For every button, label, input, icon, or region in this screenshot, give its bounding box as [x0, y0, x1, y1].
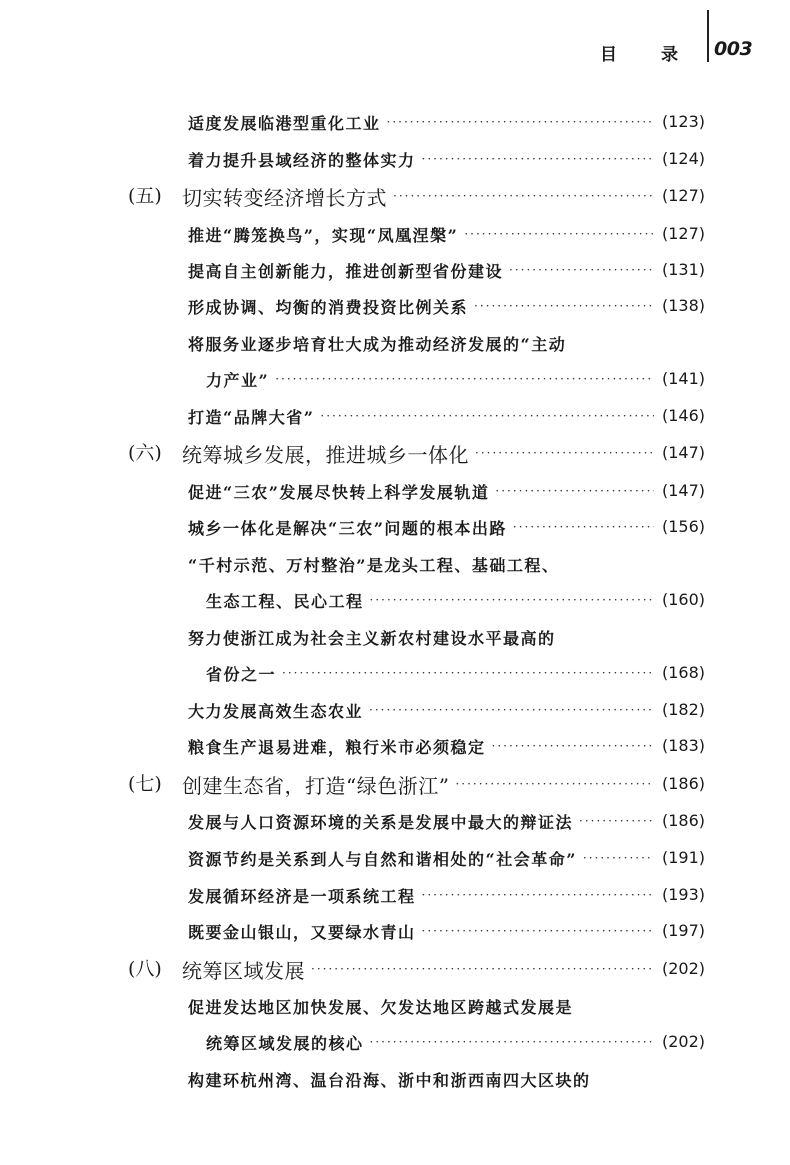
page-reference: (191) [662, 848, 706, 867]
entry-title: 生态工程、民心工程 [206, 591, 364, 611]
entry-title: 既要金山银山，又要绿水青山 [188, 922, 416, 942]
entry-title: 发展与人口资源环境的关系是发展中最大的辩证法 [188, 812, 574, 832]
page-reference: (123) [662, 112, 706, 131]
page-reference: (168) [662, 663, 706, 682]
page-reference: (186) [662, 774, 706, 793]
toc-row-content [188, 512, 658, 542]
header-divider [707, 10, 709, 62]
toc-entry-row [0, 401, 790, 431]
section-title: 统筹区域发展 [182, 958, 305, 983]
dot-leader [475, 447, 654, 459]
toc-row-content [188, 843, 658, 873]
toc-row-content [188, 549, 640, 579]
toc-row-content [188, 255, 658, 285]
page-reference: (147) [662, 481, 706, 500]
section-number: (六) [128, 442, 162, 464]
toc-entry-row [0, 806, 790, 836]
page-reference: (197) [662, 921, 706, 940]
toc-row-content [206, 658, 658, 688]
dot-leader [495, 485, 654, 497]
toc-entry-row [0, 695, 790, 725]
page-reference: (127) [662, 186, 706, 205]
dot-leader [509, 264, 654, 276]
entry-title: 发展循环经济是一项系统工程 [188, 886, 416, 906]
toc-entry-row [0, 991, 790, 1021]
toc-row-content [188, 291, 658, 321]
toc-entry-row [0, 658, 790, 688]
dot-leader [370, 594, 654, 606]
page-reference: (147) [662, 443, 706, 462]
toc-row-content [188, 731, 658, 761]
page-reference: (138) [662, 296, 706, 315]
toc-row-content [188, 916, 658, 946]
section-number: (五) [128, 185, 162, 207]
toc-entry-row [0, 328, 790, 358]
page-reference: (202) [662, 1032, 706, 1051]
running-head-title [600, 40, 678, 65]
page-reference: (202) [662, 959, 706, 978]
dot-leader [311, 963, 654, 975]
entry-title: 统筹区域发展的核心 [206, 1033, 364, 1053]
entry-title: 省份之一 [206, 664, 277, 684]
entry-title: 粮食生产退易进难，粮行米市必须稳定 [188, 737, 486, 757]
toc-entry-row [0, 880, 790, 910]
toc-section-row [0, 438, 790, 468]
dot-leader [455, 778, 654, 790]
toc-row-content [188, 991, 640, 1021]
toc-row-content [182, 954, 658, 984]
toc-row-content [182, 181, 658, 211]
page-reference: (183) [662, 736, 706, 755]
toc-entry-row [0, 219, 790, 249]
dot-leader [492, 740, 654, 752]
entry-title: “千村示范、万村整治”是龙头工程、基础工程、 [188, 555, 560, 575]
toc-row-content [188, 328, 640, 358]
toc-entry-row [0, 255, 790, 285]
toc-entry-row [0, 512, 790, 542]
toc-row-content [188, 695, 658, 725]
toc-row-content [182, 769, 658, 799]
toc-entry-row [0, 1027, 790, 1057]
page-reference: (131) [662, 260, 706, 279]
toc-entry-row [0, 585, 790, 615]
toc-entry-row [0, 144, 790, 174]
entry-title: 推进“腾笼换鸟”，实现“凤凰涅槃” [188, 225, 459, 245]
dot-leader [464, 228, 654, 240]
dot-leader [275, 373, 654, 385]
dot-leader [282, 667, 654, 679]
toc-row-content [206, 364, 658, 394]
toc-section-row [0, 181, 790, 211]
entry-title: 提高自主创新能力，推进创新型省份建设 [188, 261, 504, 281]
dot-leader [422, 925, 654, 937]
toc-row-content [188, 622, 640, 652]
toc-row-content [188, 107, 658, 137]
dot-leader [579, 815, 654, 827]
dot-leader [422, 153, 654, 165]
entry-title: 将服务业逐步培育壮大成为推动经济发展的“主动 [188, 334, 567, 354]
entry-title: 打造“品牌大省” [188, 407, 315, 427]
entry-title: 促进“三农”发展尽快转上科学发展轨道 [188, 482, 490, 502]
toc-entry-row [0, 1064, 790, 1094]
page-reference: (160) [662, 590, 706, 609]
toc-row-content [188, 476, 658, 506]
dot-leader [320, 410, 654, 422]
toc-section-row [0, 954, 790, 984]
toc-row-content [206, 585, 658, 615]
toc-row-content [188, 806, 658, 836]
entry-title: 构建环杭州湾、温台沿海、浙中和浙西南四大区块的 [188, 1070, 591, 1090]
toc-entry-row [0, 291, 790, 321]
dot-leader [387, 116, 654, 128]
entry-title: 力产业” [206, 370, 270, 390]
entry-title: 资源节约是关系到人与自然和谐相处的“社会革命” [188, 849, 577, 869]
toc-row-content [206, 1027, 658, 1057]
section-title: 创建生态省，打造“绿色浙江” [182, 773, 450, 798]
page-reference: (182) [662, 700, 706, 719]
toc-entry-row [0, 843, 790, 873]
section-title: 统筹城乡发展，推进城乡一体化 [182, 442, 469, 467]
running-head-title-left: 目 [600, 45, 617, 65]
toc-row-content [188, 401, 658, 431]
entry-title: 着力提升县域经济的整体实力 [188, 150, 416, 170]
toc-entry-row [0, 107, 790, 137]
entry-title: 大力发展高效生态农业 [188, 701, 364, 721]
page-reference: (141) [662, 369, 706, 388]
toc-entry-row [0, 549, 790, 579]
entry-title: 城乡一体化是解决“三农”问题的根本出路 [188, 518, 507, 538]
section-number: (八) [128, 958, 162, 980]
toc-row-content [188, 144, 658, 174]
dot-leader [513, 521, 654, 533]
toc-section-row [0, 769, 790, 799]
page-reference: (193) [662, 885, 706, 904]
toc-entry-row [0, 731, 790, 761]
page-reference: (127) [662, 224, 706, 243]
entry-title: 努力使浙江成为社会主义新农村建设水平最高的 [188, 628, 556, 648]
entry-title: 促进发达地区加快发展、欠发达地区跨越式发展是 [188, 997, 574, 1017]
page-reference: (186) [662, 811, 706, 830]
toc-row-content [188, 1064, 640, 1094]
page-reference: (124) [662, 149, 706, 168]
page-reference: (146) [662, 406, 706, 425]
section-number: (七) [128, 773, 162, 795]
entry-title: 适度发展临港型重化工业 [188, 113, 381, 133]
toc-row-content [188, 219, 658, 249]
toc-row-content [182, 438, 658, 468]
dot-leader [393, 190, 654, 202]
page-reference: (156) [662, 517, 706, 536]
dot-leader [369, 704, 654, 716]
running-head-title-right: 录 [661, 45, 678, 65]
dot-leader [474, 300, 654, 312]
dot-leader [422, 889, 654, 901]
toc-entry-row [0, 916, 790, 946]
toc-entry-row [0, 364, 790, 394]
entry-title: 形成协调、均衡的消费投资比例关系 [188, 297, 469, 317]
toc-entry-row [0, 622, 790, 652]
toc-row-content [188, 880, 658, 910]
toc-entry-row [0, 476, 790, 506]
running-head-page-number: 003 [714, 38, 753, 60]
dot-leader [370, 1036, 654, 1048]
section-title: 切实转变经济增长方式 [182, 185, 387, 210]
dot-leader [583, 852, 654, 864]
